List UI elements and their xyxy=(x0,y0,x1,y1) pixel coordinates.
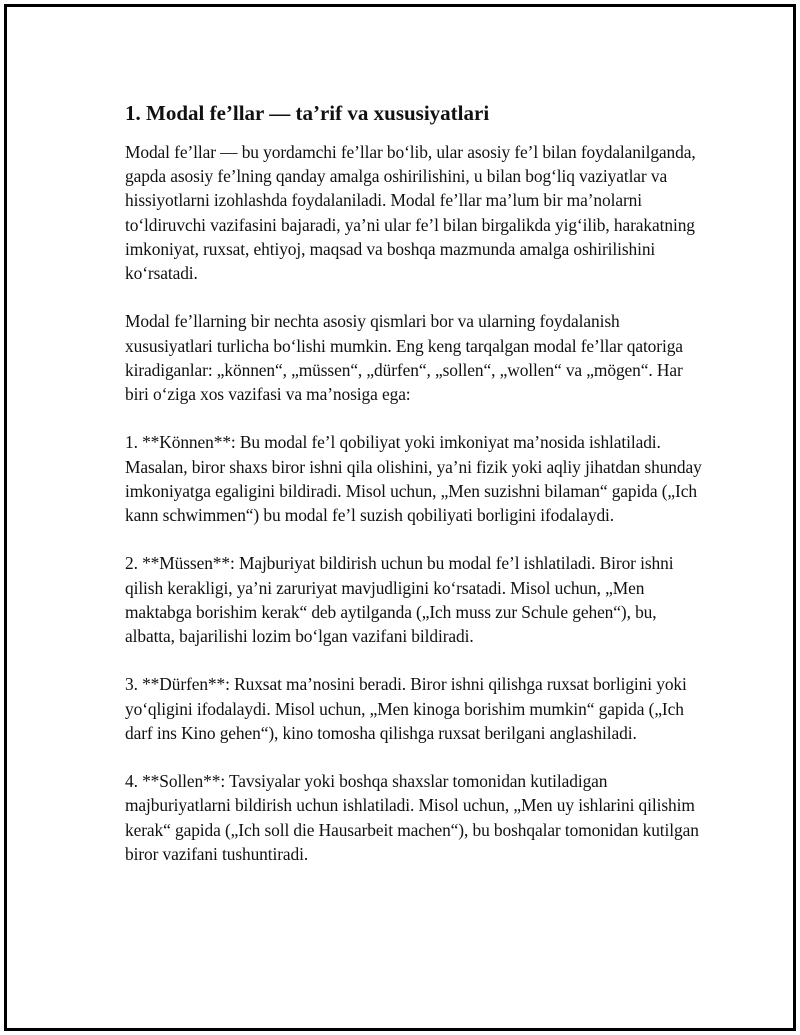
paragraph-koennen: 1. **Können**: Bu modal fe’l qobiliyat yoki imkoniyat ma’nosida ishlatiladi. Masalan, biror shaxs biror ishni qila olishini, ya’ni fizik yoki aqliy jihatdan shunday imkoniyatga egaligini bildiradi. Misol uchun, „Men suzishni bilaman“ gapida („Ich kann schwimmen“) bu modal fe’l suzish qobiliyati borligini ifodalaydi. xyxy=(125,432,702,526)
paragraph-sollen: 4. **Sollen**: Tavsiyalar yoki boshqa shaxslar tomonidan kutiladigan majburiyatlarni bildirish uchun ishlatiladi. Misol uchun, „Men uy ishlarini qilishim kerak“ gapida („Ich soll die Hausarbeit machen“), bu boshqalar tomonidan kutilgan biror vazifani tushuntiradi. xyxy=(125,771,699,864)
page-frame xyxy=(4,4,796,1031)
section-heading: 1. Modal fe’llar — ta’rif va xususiyatlari xyxy=(125,101,490,125)
paragraph-duerfen: 3. **Dürfen**: Ruxsat ma’nosini beradi. Biror ishni qilishga ruxsat borligini yoki yo‘qligini ifodalaydi. Misol uchun, „Men kinoga borishim mumkin“ gapida („Ich darf ins Kino gehen“), kino tomosha qilishga ruxsat berilgani anglashiladi. xyxy=(125,674,687,743)
document-body xyxy=(125,100,705,866)
paragraph-intro: Modal fe’llar — bu yordamchi fe’llar bo‘lib, ular asosiy fe’l bilan foydalanilganda, gapda asosiy fe’lning qanday amalga oshirilishini, u bilan bog‘liq vaziyatlar va hissiyotlarni izohlashda foydalaniladi. Modal fe’llar ma’lum bir ma’nolarni to‘ldiruvchi vazifasini bajaradi, ya’ni ular fe’l bilan birgalikda yig‘ilib, harakatning imkoniyat, ruxsat, ehtiyoj, maqsad va boshqa mazmunda amalga oshirilishini ko‘rsatadi. xyxy=(125,142,696,284)
paragraph-muessen: 2. **Müssen**: Majburiyat bildirish uchun bu modal fe’l ishlatiladi. Biror ishni qilish kerakligi, ya’ni zaruriyat mavjudligini ko‘rsatadi. Misol uchun, „Men maktabga borishim kerak“ deb aytilganda („Ich muss zur Schule gehen“), bu, albatta, bajarilishi lozim bo‘lgan vazifani bildiradi. xyxy=(125,553,674,647)
paragraph-overview: Modal fe’llarning bir nechta asosiy qismlari bor va ularning foydalanish xususiyatlari turlicha bo‘lishi mumkin. Eng keng tarqalgan modal fe’llar qatoriga kiradiganlar: „können“, „müssen“, „dürfen“, „sollen“, „wollen“ va „mögen“. Har biri o‘ziga xos vazifasi va ma’nosiga ega: xyxy=(125,311,683,405)
